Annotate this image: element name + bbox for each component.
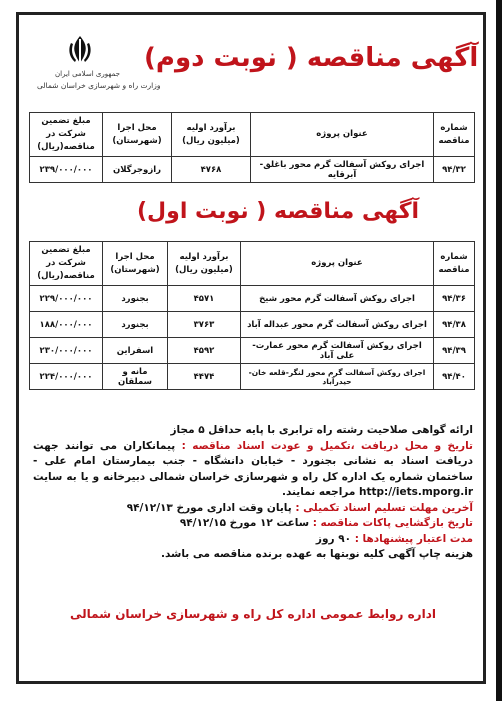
header bbox=[19, 15, 483, 107]
cell-title: اجرای روکش آسفالت گرم محور عمارت-علی آباد bbox=[241, 338, 434, 364]
documents-text: پیمانکاران می توانند جهت دریافت اسناد به نشانی بجنورد - خیابان دانشگاه - جنب بیمارستان امام علی - ساختمان شماره یک اداره کل راه و شهرسازی خراسان شمالی دبیرخانه و یا به سایت bbox=[33, 439, 473, 483]
col-header-guarantee: مبلغ تضمین شرکت در مناقصه(ریال) bbox=[30, 113, 103, 157]
validity-line bbox=[33, 532, 473, 548]
col-header-number: شماره مناقصه bbox=[434, 113, 475, 157]
cell-number: ۹۴/۳۲ bbox=[434, 157, 475, 183]
col-header-location: محل اجرا (شهرستان) bbox=[103, 113, 172, 157]
cell-number: ۹۴/۴۰ bbox=[434, 364, 475, 390]
cell-location: بجنورد bbox=[103, 286, 168, 312]
deadline-label: آخرین مهلت تسلیم اسناد تکمیلی : bbox=[295, 501, 473, 514]
cell-title: اجرای روکش آسفالت گرم محور باغلق-آبرقایه bbox=[251, 157, 434, 183]
cell-number: ۹۴/۳۶ bbox=[434, 286, 475, 312]
cell-estimate: ۴۷۶۸ bbox=[172, 157, 251, 183]
opening-label: تاریخ بازگشایی پاکات مناقصه : bbox=[312, 517, 473, 529]
cell-estimate: ۴۴۷۴ bbox=[168, 364, 241, 390]
qualification-line: ارائه گواهی صلاحیت رشته راه ترابری با پایه حداقل ۵ مجاز bbox=[170, 424, 473, 436]
table-header-row bbox=[30, 113, 475, 157]
website-link[interactable]: http://iets.mporg.ir bbox=[358, 486, 473, 498]
title-second-round: آگهی مناقصه ( نوبت دوم) bbox=[144, 43, 479, 73]
cost-note: هزینه چاپ آگهی کلیه نوبتها به عهده برنده مناقصه می باشد. bbox=[160, 548, 473, 560]
col-header-location: محل اجرا (شهرستان) bbox=[103, 242, 168, 286]
col-header-title: عنوان پروژه bbox=[241, 242, 434, 286]
tender-notice bbox=[16, 12, 486, 684]
cell-location: رازوجرگلان bbox=[103, 157, 172, 183]
table-row bbox=[30, 286, 475, 312]
cell-guarantee: ۱۸۸/۰۰۰/۰۰۰ bbox=[30, 312, 103, 338]
table-row bbox=[30, 312, 475, 338]
cell-estimate: ۳۷۶۳ bbox=[168, 312, 241, 338]
cell-estimate: ۴۵۷۱ bbox=[168, 286, 241, 312]
col-header-estimate: برآورد اولیه (میلیون ریال) bbox=[172, 113, 251, 157]
cell-title: اجرای روکش آسفالت گرم محور عبداله آباد bbox=[241, 312, 434, 338]
page-edge-strip bbox=[496, 0, 502, 701]
footer-signature: اداره روابط عمومی اداره کل راه و شهرسازی خراسان شمالی bbox=[70, 607, 436, 621]
title-first-round: آگهی مناقصه ( نوبت اول) bbox=[137, 199, 420, 224]
cell-number: ۹۴/۳۸ bbox=[434, 312, 475, 338]
validity-label: مدت اعتبار پیشنهادها : bbox=[354, 532, 473, 545]
cell-estimate: ۴۵۹۲ bbox=[168, 338, 241, 364]
cell-title: اجرای روکش آسفالت گرم محور لنگر-قلعه خان-حیدرآباد bbox=[241, 364, 434, 390]
opening-line bbox=[33, 516, 473, 532]
documents-label: تاریخ و محل دریافت ،تکمیل و عودت اسناد مناقصه : bbox=[181, 439, 473, 452]
table-row bbox=[30, 157, 475, 183]
org-line-2: وزارت راه و شهرسازی خراسان شمالی bbox=[37, 81, 161, 90]
cell-guarantee: ۲۲۴/۰۰۰/۰۰۰ bbox=[30, 364, 103, 390]
col-header-title: عنوان پروژه bbox=[251, 113, 434, 157]
tender-table-first bbox=[29, 241, 475, 390]
col-header-number: شماره مناقصه bbox=[434, 242, 475, 286]
opening-text: ساعت ۱۲ مورخ ۹۴/۱۲/۱۵ bbox=[179, 517, 313, 529]
cell-guarantee: ۲۳۹/۰۰۰/۰۰۰ bbox=[30, 157, 103, 183]
website-suffix: مراجعه نمایند. bbox=[281, 486, 359, 498]
org-line-1: جمهوری اسلامی ایران bbox=[55, 70, 120, 78]
cell-guarantee: ۲۳۰/۰۰۰/۰۰۰ bbox=[30, 338, 103, 364]
tender-table-second bbox=[29, 112, 475, 183]
cell-location: بجنورد bbox=[103, 312, 168, 338]
validity-text: ۹۰ روز bbox=[315, 532, 355, 545]
notice-body bbox=[33, 423, 473, 563]
cell-location: اسفراین bbox=[103, 338, 168, 364]
col-header-guarantee: مبلغ تضمین شرکت در مناقصه(ریال) bbox=[30, 242, 103, 286]
cell-title: اجرای روکش آسفالت گرم محور شیخ bbox=[241, 286, 434, 312]
iran-emblem-icon bbox=[63, 33, 97, 67]
deadline-text: پایان وقت اداری مورخ ۹۴/۱۲/۱۳ bbox=[126, 501, 296, 514]
deadline-line bbox=[33, 501, 473, 517]
table-row bbox=[30, 364, 475, 390]
cell-number: ۹۴/۳۹ bbox=[434, 338, 475, 364]
table-row bbox=[30, 338, 475, 364]
documents-paragraph bbox=[33, 439, 473, 501]
cell-location: مانه و سملقان bbox=[103, 364, 168, 390]
col-header-estimate: برآورد اولیه (میلیون ریال) bbox=[168, 242, 241, 286]
cell-guarantee: ۲۲۹/۰۰۰/۰۰۰ bbox=[30, 286, 103, 312]
table-header-row bbox=[30, 242, 475, 286]
